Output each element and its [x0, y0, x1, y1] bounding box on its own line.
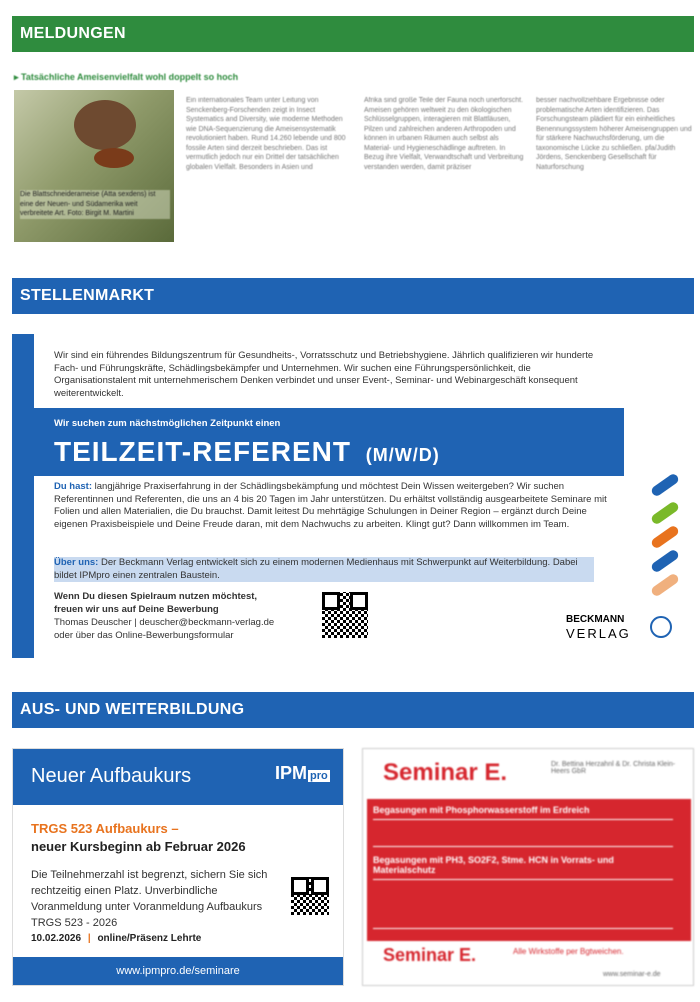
- deco-slash-blue: [650, 472, 680, 497]
- ipm-footer[interactable]: [13, 957, 343, 985]
- job-ad-left-stripe: [12, 334, 34, 658]
- seminar-red-block: [367, 799, 691, 941]
- deco-slash-blue-2: [650, 548, 680, 573]
- ant-photo: [14, 90, 174, 242]
- job-du-hast: [54, 481, 609, 531]
- ueber-uns-text: Der Beckmann Verlag entwickelt sich zu einem modernen Medienhaus mit Schwerpunkt auf Weiterbildung. Dabei bildet IPMpro einen zentralen Baustein.: [54, 557, 578, 581]
- du-hast-label: Du hast:: [54, 481, 92, 492]
- ipm-mode: online/Präsenz Lehrte: [97, 933, 202, 944]
- seminar-heading-1: Begasungen mit Phosphorwasserstoff im Erdreich: [373, 805, 590, 815]
- ipm-logo: [275, 763, 330, 784]
- section-header-stellenmarkt: STELLENMARKT: [12, 278, 694, 314]
- job-title: [54, 436, 440, 468]
- ipm-description: Die Teilnehmerzahl ist begrenzt, sichern Sie sich rechtzeitig einen Platz. Unverbindliche Voranmeldung unter Voranmeldung Aufbaukurs TRGS 523 - 2026: [31, 869, 268, 929]
- news-headline-text: Tatsächliche Ameisenvielfalt wohl doppelt so hoch: [21, 72, 239, 82]
- news-headline: ▸ Tatsächliche Ameisenvielfalt wohl doppelt so hoch: [14, 72, 239, 82]
- job-ueber-uns: [54, 557, 594, 582]
- job-title-main: TEILZEIT-REFERENT: [54, 436, 351, 467]
- seminar-block-1: [373, 819, 673, 847]
- seminar-heading-2: Begasungen mit PH3, SO2F2, Stme. HCN in Vorrats- und Materialschutz: [373, 855, 614, 875]
- seminar-ad[interactable]: [362, 748, 694, 986]
- seminar-brand-footer: Seminar E.: [383, 945, 477, 965]
- news-column-1: Ein internationales Team unter Leitung von Senckenberg-Forschenden zeigt in Insect Systematics and Diversity, wie moderne Methoden wie DNA-Sequenzierung die Ameisensystematik revolutioniert haben. Rund 14.260 lebende und 800 fossile Arten sind derzeit beschrieben. Das ist vermutlich jedoch nur ein Drittel der tatsächlichen globalen Vielfalt. Besonders in Asien und: [186, 97, 346, 171]
- photo-caption: Die Blattschneiderameise (Atta sexdens) ist eine der Neuen- und Südamerika weit verbreitete Art. Foto: Birgit M. Martini: [20, 190, 170, 219]
- job-intro: Wir sind ein führendes Bildungszentrum für Gesundheits-, Vorratsschutz und Betriebshygiene. Jährlich qualifizieren wir hunderte Fach- und Führungskräfte, Schädlingsbekämpfer und Unternehmen. Wir suchen eine Führungspersönlichkeit, die Organisationstalent mit unternehmerischem Denken verbindet und unser Event-, Seminar- und Webinargeschäft konsequent weiterentwickelt.: [54, 350, 594, 399]
- job-contact[interactable]: Thomas Deuscher | deuscher@beckmann-verlag.de: [54, 617, 275, 628]
- logo-verlag: VERLAG: [566, 626, 631, 641]
- ipm-url[interactable]: www.ipmpro.de/seminare: [116, 965, 240, 977]
- seminar-names: Dr. Bettina Herzahnl & Dr. Christa Klein-Heers GbR: [551, 761, 676, 775]
- ipm-course-1: TRGS 523 Aufbaukurs –: [31, 821, 179, 836]
- ipm-logo-text: IPM: [275, 763, 308, 783]
- ueber-uns-label: Über uns:: [54, 557, 99, 568]
- ipm-course-2: neuer Kursbeginn ab Februar 2026: [31, 839, 246, 854]
- seminar-brand: Seminar E.: [383, 759, 508, 786]
- seminar-footer-note: Alle Wirkstoffe per Bgtweichen.: [513, 947, 624, 956]
- job-title-box: [12, 408, 624, 476]
- du-hast-text: langjährige Praxiserfahrung in der Schädlingsbekämpfung und möchtest Dein Wissen weitergeben? Wir suchen Referentinnen und Referenten, die uns an 4 bis 20 Tagen im Jahr unterstützen. Du erhältst vollständig ausgearbeitete Seminare mit Folien und allen Materialien, die Du brauchst. Damit leitest Du mehrtägige Schulungen in Deiner Region – ergänzt durch Deine eigenen Praxisbeispiele und Deine Freude daran, mit dem Nachwuchs zu arbeiten. Klingt gut? Dann willkommen im Team.: [54, 481, 607, 530]
- ipm-logo-sup: pro: [310, 770, 328, 782]
- deco-slash-green: [650, 500, 680, 525]
- job-qr-code[interactable]: [322, 592, 368, 638]
- job-cta-2: freuen wir uns auf Deine Bewerbung: [54, 604, 219, 615]
- job-lead: Wir suchen zum nächstmöglichen Zeitpunkt einen: [54, 418, 281, 429]
- ipm-separator: |: [87, 933, 91, 944]
- leaf-shape: [74, 100, 136, 150]
- ipm-header: [13, 749, 343, 805]
- job-cta-1: Wenn Du diesen Spielraum nutzen möchtest,: [54, 591, 258, 602]
- job-title-suffix: (M/W/D): [365, 445, 440, 465]
- job-contact-form[interactable]: oder über das Online-Bewerbungsformular: [54, 630, 234, 641]
- news-column-3: besser nachvollziehbare Ergebnisse oder problematische Arten identifizieren. Das Forschungsteam plädiert für ein einheitliches Benennungssystem höherer Ameisengruppen und für stärkere Nachwuchsförderung, um die taxonomische Lücke zu schließen. pfa/Judith Jördens, Senckenberg Gesellschaft für Naturforschung: [536, 97, 692, 171]
- ipm-date: 10.02.2026: [31, 933, 82, 944]
- beckmann-logo: [566, 610, 682, 646]
- ipm-ad[interactable]: [12, 748, 344, 986]
- logo-eye-icon: [650, 616, 672, 638]
- ipm-qr-code[interactable]: [291, 877, 329, 915]
- news-column-2: Afrika sind große Teile der Fauna noch unerforscht. Ameisen gehören weltweit zu den ökologischen Schlüsselgruppen, interagieren mit Blattläusen, Pilzen und zahlreichen anderen Arthropoden und können in urbanen Räumen auch selbst als Material- und Hygieneschädlinge auftreten. In Bezug ihre Vielfalt, Verwandtschaft und Verbreitung verstanden werden, damit präziser: [364, 97, 524, 171]
- deco-slash-peach: [650, 572, 680, 597]
- deco-slash-orange: [650, 524, 680, 549]
- section-header-meldungen: MELDUNGEN: [12, 16, 694, 52]
- logo-beckmann: BECKMANN: [566, 614, 625, 625]
- section-header-weiterbildung: AUS- UND WEITERBILDUNG: [12, 692, 694, 728]
- ipm-date-line: [31, 933, 201, 944]
- ant-shape: [94, 148, 134, 168]
- seminar-block-2: [373, 879, 673, 929]
- ipm-header-title: Neuer Aufbaukurs: [31, 765, 192, 787]
- seminar-contact[interactable]: www.seminar-e.de: [603, 971, 661, 978]
